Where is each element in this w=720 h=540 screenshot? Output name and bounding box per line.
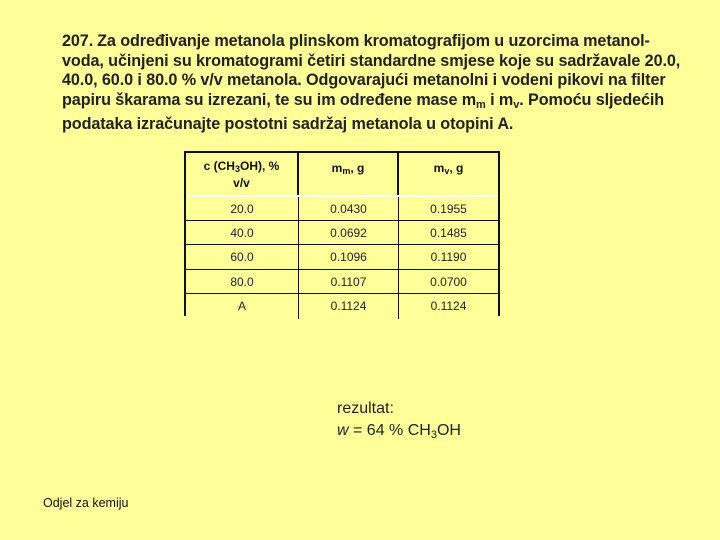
cell-mass-methanol: 0.1096 [299, 245, 399, 268]
problem-text-part2: i m [485, 90, 514, 109]
header-mv-unit: , g [449, 161, 464, 175]
header-mv-label: m [433, 161, 445, 175]
cell-concentration: 40.0 [186, 221, 299, 244]
table-row [186, 270, 498, 294]
table-row [186, 294, 498, 319]
cell-mass-methanol: 0.1107 [299, 270, 399, 293]
cell-concentration: 80.0 [186, 270, 299, 293]
cell-mass-water: 0.1190 [430, 250, 467, 265]
problem-number: 207. [62, 32, 94, 50]
problem-text-part3: . Pomoću sljedećih podataka izračunajte postotni sadržaj metanola u otopini A. [62, 90, 665, 133]
header-mm-label: m [331, 161, 343, 175]
cell-concentration: 60.0 [186, 245, 299, 268]
header-c-label2: OH), % [240, 159, 280, 173]
header-c-label: c (CH [203, 159, 235, 173]
result-sub: 3 [430, 429, 437, 441]
cell-mass-water: 0.1955 [430, 202, 467, 216]
problem-statement [62, 32, 682, 135]
table-body [186, 197, 498, 319]
result-formula [337, 420, 461, 446]
header-c-sub: 3 [234, 164, 240, 174]
header-c-unit: v/v [233, 176, 250, 190]
problem-text-part1: Za određivanje metanola plinskom kromatografijom u uzorcima metanol-voda, učinjeni su kromatogrami četiri standardne smjese koje su sadržavale 20.0, 40.0, 60.0 i 80.0 % v/v metanola. Odgovarajući metanolni i vodeni pikovi na filter papiru škarama su izrezani, te su im određene mase m [62, 32, 681, 109]
result-label: rezultat: [337, 400, 394, 417]
result-tail: OH [436, 422, 461, 439]
data-table [184, 151, 500, 316]
result-block [337, 398, 461, 446]
cell-concentration: 20.0 [186, 197, 299, 220]
cell-mass-methanol: 0.1124 [299, 294, 399, 319]
cell-mass-water: 0.1124 [430, 298, 467, 313]
cell-mass-methanol: 0.0430 [299, 197, 399, 220]
footer-department: Odjel za kemiju [43, 496, 129, 510]
header-mm-sub: m [342, 166, 351, 176]
cell-mass-water: 0.0700 [430, 274, 467, 289]
problem-sub-v: v [513, 98, 520, 111]
table-row [186, 245, 498, 269]
result-variable: w [337, 422, 349, 439]
cell-concentration: A [186, 294, 299, 319]
problem-sub-m: m [476, 98, 486, 111]
cell-mass-methanol: 0.0692 [299, 221, 399, 244]
result-equation: = 64 % CH [348, 422, 431, 439]
header-concentration [186, 153, 299, 195]
table-row [186, 221, 498, 245]
cell-mass-water: 0.1485 [430, 226, 467, 241]
header-mv-sub: v [444, 166, 450, 176]
table-row [186, 197, 498, 221]
header-mass-water [399, 153, 498, 195]
header-mm-unit: , g [350, 161, 365, 175]
table-header [186, 153, 498, 197]
header-mass-methanol [299, 153, 399, 195]
